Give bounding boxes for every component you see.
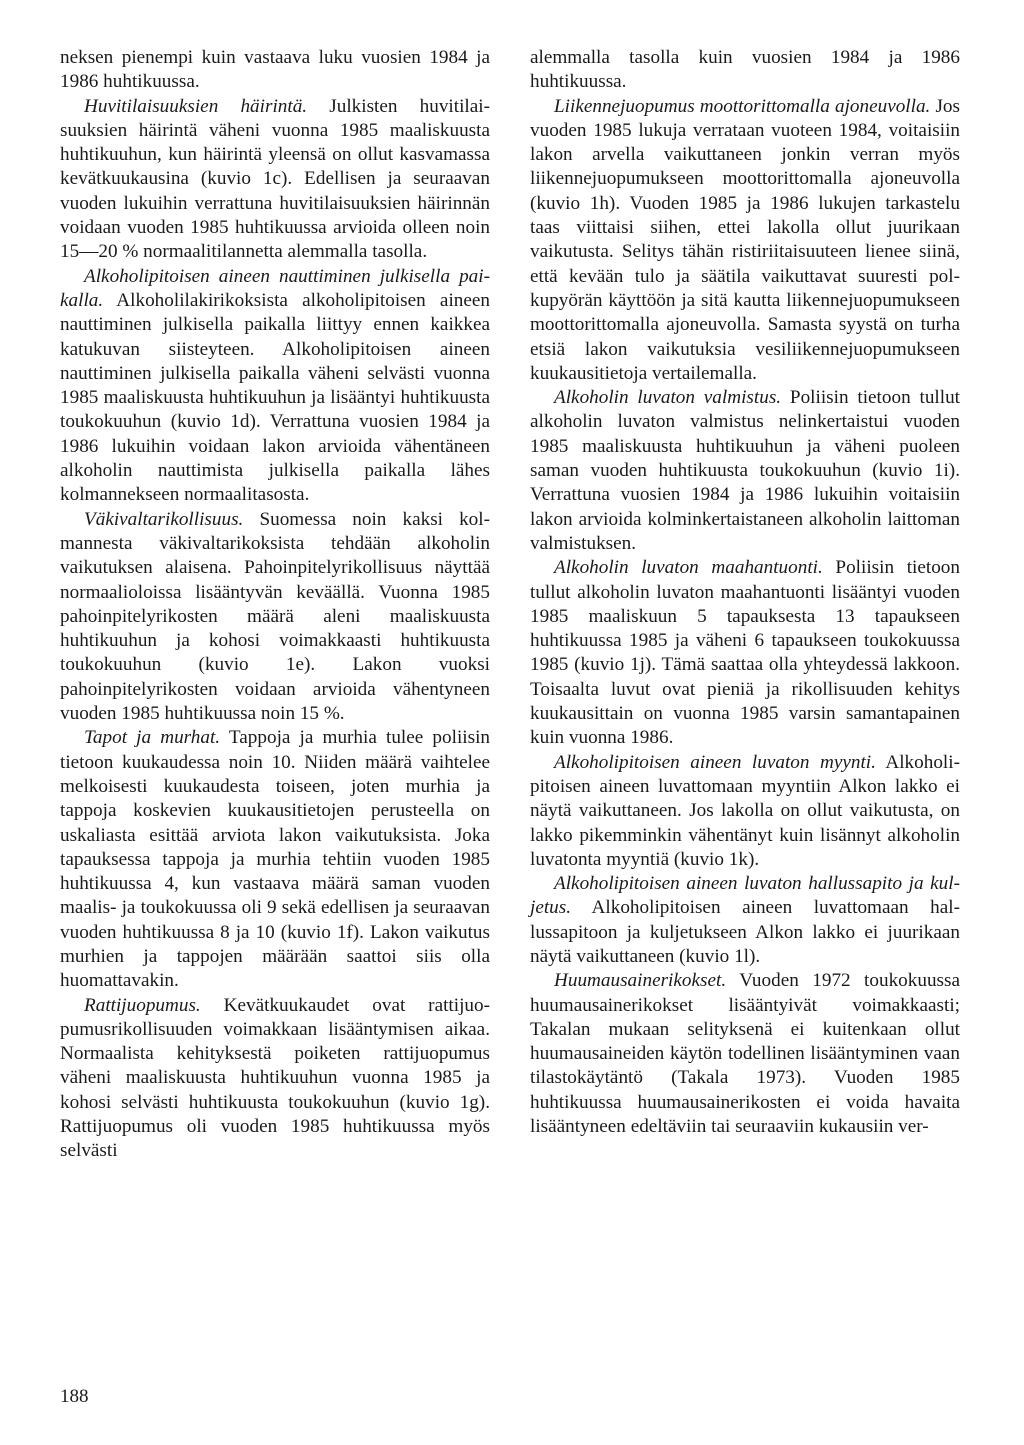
paragraph-text: Jos vuoden 1985 lukuja verrataan vuoteen 1984, voitaisiin lakon arvella vaikuttaneen jonkin verran myös liikennejuopumukseen moottorittomalla ajoneuvolla (kuvio 1h). Vuoden 1985 ja 1986 lukujen tarkastelu taas viittaisi siihen, ettei lakolla ollut juurikaan vaikutusta. Selitys tähän ristiriitaisuuteen lienee siinä, että kevään tulo ja säätila vaikuttavat suuresti polkupyörän käyttöön ja sitä kautta liikennejuopumukseen moottorittomalla ajoneuvolla. Samasta syystä on turha etsiä lakon vaikutuksia vesiliikennejuopumukseen kuukausitietoja vertailemalla. — [530, 95, 960, 384]
paragraph — [530, 751, 960, 872]
left-column — [60, 46, 490, 1164]
paragraph-text: Suomessa noin kaksi kolmannesta väkivaltarikoksista tehdään alkoholin vaikutuksen alaisena. Pahoinpitelyrikollisuus näyttää normaalioloissa lisääntyvän keväällä. Vuonna 1985 pahoinpitelyrikosten määrä aleni maaliskuusta huhtikuuhun ja kohosi voimakkaasti huhtikuusta toukokuuhun (kuvio 1e). Lakon vuoksi pahoinpitelyrikosten voidaan arvioida vähentyneen vuoden 1985 huhtikuussa noin 15 %. — [60, 508, 490, 725]
paragraph-heading: Alkoholin luvaton valmistus. — [554, 387, 782, 409]
paragraph — [530, 95, 960, 387]
paragraph-heading: Huumausainerikokset. — [554, 970, 727, 992]
paragraph — [60, 265, 490, 508]
paragraph-heading: Alkoholipitoisen aineen nauttiminen julkisella paikalla. — [60, 265, 490, 311]
paragraph-text: Kevätkuukaudet ovat rattijuopumusrikollisuuden voimakkaan lisääntymisen aikaa. Normaalista kehityksestä poiketen rattijuopumus väheni maaliskuusta huhtikuuhun vuonna 1985 ja kohosi selvästi huhtikuusta toukokuuhun (kuvio 1g). Rattijuopumus oli vuoden 1985 huhtikuussa myös selvästi — [60, 994, 490, 1162]
paragraph — [530, 556, 960, 750]
paragraph-text: Alkoholipitoisen aineen luvattomaan hallussapitoon ja kuljetukseen Alkon lakko ei juurikaan näytä vaikuttaneen (kuvio 1l). — [530, 897, 960, 967]
paragraph-heading: Rattijuopumus. — [84, 994, 201, 1016]
page-number: 188 — [60, 1386, 89, 1407]
paragraph-heading: Alkoholin luvaton maahantuonti. — [554, 557, 823, 579]
paragraph — [530, 386, 960, 556]
paragraph-heading: Väkivaltarikollisuus. — [84, 508, 244, 530]
paragraph-heading: Tapot ja murhat. — [84, 727, 221, 749]
right-column — [530, 46, 960, 1139]
paragraph — [530, 872, 960, 969]
paragraph-text: alemmalla tasolla kuin vuosien 1984 ja 1986 huhtikuussa. — [530, 47, 960, 93]
paragraph-text: Alkoholilakirikoksista alkoholipitoisen aineen nauttiminen julkisella paikalla liittyy ennen kaikkea katukuvan siisteyteen. Alkoholipitoisen aineen nauttiminen julkisella paikalla väheni selvästi vuonna 1985 maaliskuusta huhtikuuhun ja lisääntyi huhtikuusta toukokuuhun (kuvio 1d). Verrattuna vuosien 1984 ja 1986 lukuihin voidaan lakon arvioida vähentäneen alkoholin nauttimista julkisella paikalla lähes kolmannekseen normaalitasosta. — [60, 289, 490, 506]
paragraph — [60, 726, 490, 993]
paragraph-text: Poliisin tietoon tullut alkoholin luvaton maahantuonti lisääntyi vuoden 1985 maaliskuun 5 tapauksesta 13 tapaukseen huhtikuussa 1985 ja väheni 6 tapaukseen toukokuussa 1985 (kuvio 1j). Tämä saattaa olla yhteydessä lakkoon. Toisaalta luvut ovat pieniä ja rikollisuuden kehitys kuukausittain on vuonna 1985 varsin samantapainen kuin vuonna 1986. — [530, 557, 960, 749]
paragraph-text: Vuoden 1972 toukokuussa huumausainerikokset lisääntyivät voimakkaasti; Takalan mukaan selityksenä ei kuitenkaan ollut huumausaineiden käytön todellinen lisääntyminen vaan tilastokäytäntö (Takala 1973). Vuoden 1985 huhtikuussa huumausainerikosten ei voida havaita lisääntyneen edeltäviin tai seuraaviin kukausiin ver- — [530, 970, 960, 1138]
paragraph-heading: Huvitilaisuuksien häirintä. — [84, 95, 308, 117]
paragraph-heading: Alkoholipitoisen aineen luvaton myynti. — [554, 751, 876, 773]
paragraph — [60, 95, 490, 265]
paragraph — [60, 994, 490, 1164]
paragraph — [530, 46, 960, 95]
paragraph-text: Julkisten huvitilaisuuksien häirintä väheni vuonna 1985 maaliskuusta huhtikuuhun, kun häirintä yleensä on ollut kasvamassa kevätkuukausina (kuvio 1c). Edellisen ja seuraavan vuoden lukuihin verrattuna huvitilaisuuksien häirinnän voidaan vuoden 1985 huhtikuussa arvioida olleen noin 15—20 % normaalitilannetta alemmalla tasolla. — [60, 95, 490, 263]
paragraph — [60, 46, 490, 95]
paragraph-heading: Liikennejuopumus moottorittomalla ajoneuvolla. — [554, 95, 931, 117]
paragraph-text: Alkoholipitoisen aineen luvattomaan myyntiin Alkon lakko ei näytä vaikuttaneen. Jos lakolla on ollut vaikutusta, on lakko pikemminkin vähentänyt kuin lisännyt alkoholin luvatonta myyntiä (kuvio 1k). — [530, 751, 960, 870]
paragraph-heading: Alkoholipitoisen aineen luvaton hallussapito ja kuljetus. — [530, 873, 960, 919]
paragraph-text: Poliisin tietoon tullut alkoholin luvaton valmistus nelinkertaistui vuoden 1985 maaliskuusta huhtikuuhun ja väheni puoleen saman vuoden huhtikuusta toukokuuhun (kuvio 1i). Verrattuna vuosien 1984 ja 1986 lukuihin voitaisiin lakon arvioida kolminkertaistaneen alkoholin laittoman valmistuksen. — [530, 387, 961, 554]
paragraph-text: neksen pienempi kuin vastaava luku vuosien 1984 ja 1986 huhtikuussa. — [60, 47, 490, 93]
paragraph-text: Tappoja ja murhia tulee poliisin tietoon kuukaudessa noin 10. Niiden määrä vaihtelee melkoisesti kuukaudesta toiseen, joten murhia ja tappoja koskevien kuukausitietojen perusteella on uskaliasta esittää arviota lakon vaikutuksista. Joka tapauksessa tappoja ja murhia tehtiin vuoden 1985 huhtikuussa 4, kun vastaava määrä saman vuoden maalis- ja toukokuussa oli 9 sekä edellisen ja seuraavan vuoden huhtikuussa 8 ja 10 (kuvio 1f). Lakon vaikutus murhien ja tappojen määrään saattoi siis olla huomattavakin. — [60, 727, 491, 992]
paragraph — [60, 508, 490, 727]
paragraph — [530, 969, 960, 1139]
